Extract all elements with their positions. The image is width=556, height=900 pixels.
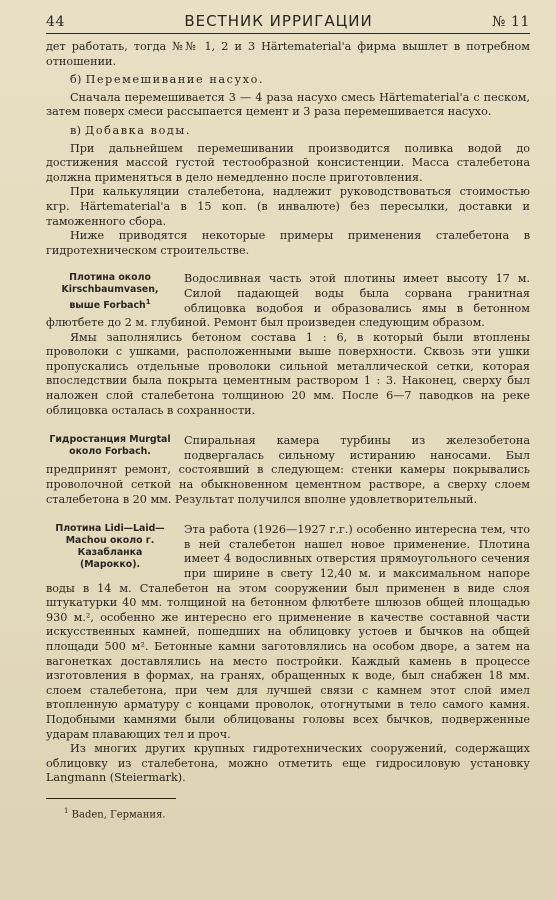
side-label-kirschbaumvasen: [46, 272, 174, 312]
footnote: [64, 805, 530, 821]
subheading-b: [70, 73, 530, 88]
page-header: [46, 12, 530, 34]
subheading-v-title: Добавка воды.: [85, 123, 192, 137]
side-label-murgtal: Гидростанция Murgtal около Forbach.: [49, 434, 171, 458]
paragraph-b: Сначала перемешивается 3 — 4 раза насухо смесь Härtematerial'a с песком, затем поверх смеси рассыпается цемент и 3 раза перемешивается насухо.: [46, 90, 530, 119]
intro-paragraph: дет работать, тогда №№ 1, 2 и 3 Härtematerial'a фирма вышлет в потребном отношении.: [46, 40, 530, 68]
subheading-b-label: б): [70, 73, 86, 87]
journal-title: ВЕСТНИК ИРРИГАЦИИ: [184, 12, 373, 30]
footnote-text: Baden, Германия.: [68, 809, 166, 821]
section-kirschbaumvasen: [46, 272, 530, 418]
side-label-lidi: Плотина Lidi—Laid—Machou около г. Казабланка (Марокко).: [55, 523, 165, 571]
page-number: 44: [46, 14, 66, 30]
section3-paragraph1: Эта работа (1926—1927 г.г.) особенно интересна тем, что в ней сталебетон нашел новое применение. Плотина имеет 4 водосливных отверстия прямоугольного сечения при ширине в свету 12,40 м. и максимальном напоре воды в 14 м. Сталебетон на этом сооружении был применен в виде слоя штукатурки 40 мм. толщиной на бетонном флютбете шлюзов общей площадью 930 м.², особенно же интересно его применение в качестве составной части искусственных камней, пошедших на облицовку устоев и бычков на общей площади 500 м². Бетонные камни заготовлялись на особом дворе, а затем на вагонетках доставлялись на место постройки. Каждый камень в процессе изготовления в формах, на гранях, обращенных к воде, был снабжен 18 мм. слоем сталебетона, при чем для лучшей связи с камнем этот слой имел втопленную арматуру с концами проволок, отогнутыми в тело самого камня. Подобными камнями были облицованы головы всех бычков, подверженные ударам плавающих тел и проч.: [46, 523, 530, 741]
footnote-marker: 1: [64, 806, 69, 815]
footnote-ref: 1: [145, 298, 151, 307]
side-label-text: Плотина около Kirschbaumvasen, выше Forbach: [61, 272, 159, 312]
subheading-b-title: Перемешивание насухо.: [85, 73, 265, 87]
section2-paragraph1: Спиральная камера турбины из железобетона подвергалась сильному истиранию наносами. Был предпринят ремонт, состоявший в следующем: стенки камеры покрывались проволочной сеткой на обыкновенном цементном растворе, а сверху слоем сталебетона в 20 мм. Результат получился вполне удовлетворительный.: [46, 434, 530, 506]
paragraph-v3: Ниже приводятся некоторые примеры применения сталебетона в гидротехническом строительстве.: [46, 229, 530, 257]
section3-paragraph2: Из многих других крупных гидротехнических сооружений, содержащих облицовку из сталебетона, можно отметить еще гидросиловую установку Langmann (Steiermark).: [46, 742, 530, 785]
subheading-v-label: в): [70, 123, 86, 137]
section1-paragraph2: Ямы заполнялись бетоном состава 1 : 6, в который были втоплены проволоки с ушками, расположенными выше поверхности. Сквозь эти ушки пропускались отдельные проволоки сильной металлической сетки, которая впоследствии была покрыта цементным раствором 1 : 3. Наконец, сверху был наложен слой сталебетона толщиною 20 мм. После 6—7 паводков на реке облицовка осталась в сохранности.: [46, 330, 530, 417]
section1-paragraph1: Водосливная часть этой плотины имеет высоту 17 м. Силой падающей воды была сорвана гранитная облицовка водобоя и образовались ямы в бетонном флютбете до 2 м. глубиной. Ремонт был произведен следующим образом.: [46, 272, 530, 330]
footnote-divider: [46, 798, 176, 799]
section-lidi-laid-machou: [46, 523, 530, 786]
section-murgtal: [46, 434, 530, 507]
subheading-v: [70, 124, 530, 139]
paragraph-v1: При дальнейшем перемешивании производится поливка водой до достижения массой густой тестообразной консистенции. Масса сталебетона должна применяться в дело немедленно после приготовления.: [46, 141, 530, 184]
paragraph-v2: При калькуляции сталебетона, надлежит руководствоваться стоимостью кгр. Härtematerial'a в 15 коп. (в инвалюте) без пересылки, доставки и таможенного сбора.: [46, 185, 530, 228]
issue-number: № 11: [492, 14, 530, 30]
